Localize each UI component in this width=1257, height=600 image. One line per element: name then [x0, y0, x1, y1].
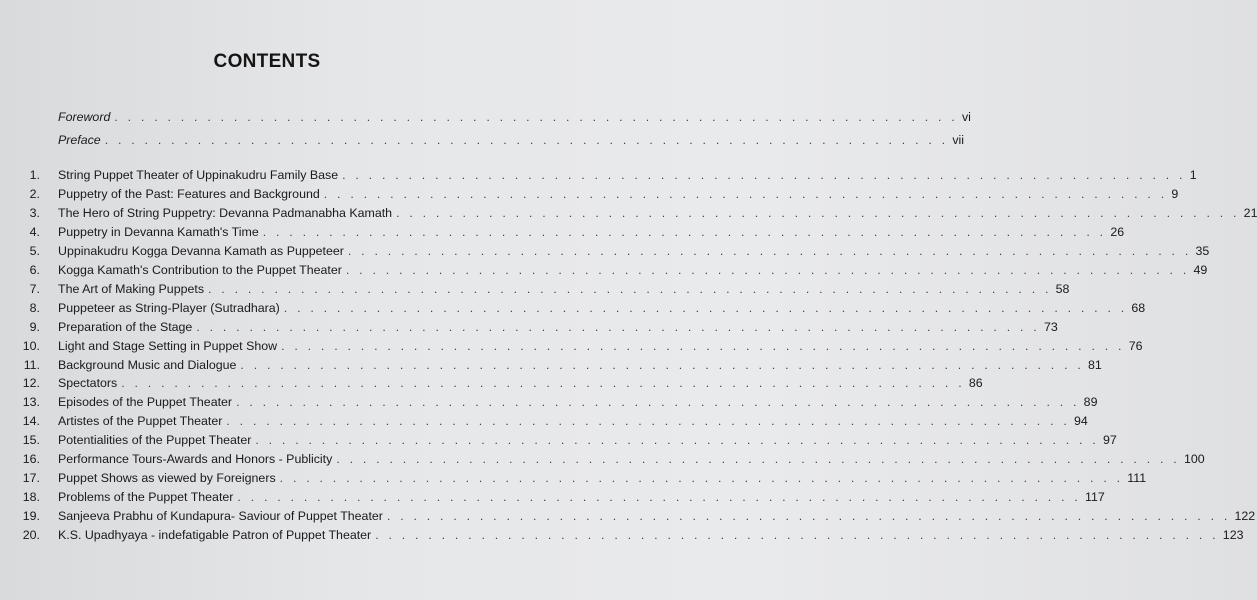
chapter-title: Problems of the Puppet Theater	[58, 490, 234, 504]
page-number: 68	[1131, 301, 1146, 315]
chapter-title: Performance Tours-Awards and Honors - Publicity	[58, 452, 333, 466]
chapter-number: 16.	[22, 452, 40, 466]
front-matter-row	[0, 108, 971, 126]
dot-leader: . . . . . . . . . . . . . . . . . . . . . . . . . . . . . . . . . . . . . . . . . . . . . . . . . . . . . . . . . . . . . . . .	[121, 376, 965, 390]
dot-leader: . . . . . . . . . . . . . . . . . . . . . . . . . . . . . . . . . . . . . . . . . . . . . . . . . . . . . . . . . . . . . . . .	[114, 110, 958, 124]
dot-leader: . . . . . . . . . . . . . . . . . . . . . . . . . . . . . . . . . . . . . . . . . . . . . . . . . . . . . . . . . . . . . . . .	[396, 206, 1240, 220]
toc-row	[0, 488, 1105, 506]
chapter-title: Kogga Kamath's Contribution to the Puppet Theater	[58, 263, 342, 277]
chapter-title: Puppet Shows as viewed by Foreigners	[58, 471, 276, 485]
toc-row	[0, 412, 1088, 430]
chapter-title: K.S. Upadhyaya - indefatigable Patron of Puppet Theater	[58, 528, 372, 542]
dot-leader: . . . . . . . . . . . . . . . . . . . . . . . . . . . . . . . . . . . . . . . . . . . . . . . . . . . . . . . . . . . . . . . .	[262, 225, 1107, 239]
chapter-title: String Puppet Theater of Uppinakudru Family Base	[58, 168, 339, 182]
page-number: 86	[968, 376, 983, 390]
page-number: 89	[1083, 395, 1098, 409]
page-number: 94	[1074, 414, 1088, 428]
page-number: 35	[1195, 244, 1210, 258]
page-number: 117	[1085, 490, 1105, 504]
chapter-number: 19.	[22, 509, 40, 523]
chapter-number: 4.	[29, 225, 40, 239]
page-number: 21	[1243, 206, 1257, 220]
chapter-number: 10.	[22, 339, 40, 353]
chapter-title: The Hero of String Puppetry: Devanna Padmanabha Kamath	[58, 206, 393, 220]
chapter-number: 13.	[22, 395, 40, 409]
page-number: 73	[1043, 320, 1058, 334]
front-matter-label: Foreword	[58, 110, 111, 124]
toc-row	[0, 337, 1143, 355]
chapter-number: 5.	[29, 244, 40, 258]
chapter-number: 3.	[29, 206, 40, 220]
front-matter-label: Preface	[58, 133, 101, 147]
chapter-title: Background Music and Dialogue	[58, 358, 237, 372]
chapter-title: Uppinakudru Kogga Devanna Kamath as Puppeteer	[58, 244, 344, 258]
toc-row	[0, 393, 1098, 411]
chapter-number: 15.	[22, 433, 40, 447]
toc-row	[0, 185, 1179, 203]
toc-row	[0, 431, 1117, 449]
page-number: 49	[1193, 263, 1208, 277]
chapter-number: 20.	[22, 528, 40, 542]
toc-row	[0, 318, 1058, 336]
chapter-title: Puppetry of the Past: Features and Background	[58, 187, 320, 201]
chapter-title: Puppetry in Devanna Kamath's Time	[58, 225, 259, 239]
chapter-number: 6.	[29, 263, 40, 277]
page-number: 26	[1110, 225, 1125, 239]
dot-leader: . . . . . . . . . . . . . . . . . . . . . . . . . . . . . . . . . . . . . . . . . . . . . . . . . . . . . . . . . . . . . . . .	[345, 263, 1190, 277]
dot-leader: . . . . . . . . . . . . . . . . . . . . . . . . . . . . . . . . . . . . . . . . . . . . . . . . . . . . . . . . . . . . . . . .	[279, 471, 1124, 485]
chapter-title: Artistes of the Puppet Theater	[58, 414, 223, 428]
dot-leader: . . . . . . . . . . . . . . . . . . . . . . . . . . . . . . . . . . . . . . . . . . . . . . . . . . . . . . . . . . . . . . . .	[347, 244, 1192, 258]
dot-leader: . . . . . . . . . . . . . . . . . . . . . . . . . . . . . . . . . . . . . . . . . . . . . . . . . . . . . . . . . . . . . . . .	[237, 490, 1082, 504]
toc-row	[0, 261, 1208, 279]
dot-leader: . . . . . . . . . . . . . . . . . . . . . . . . . . . . . . . . . . . . . . . . . . . . . . . . . . . . . . . . . . . . . . . .	[375, 528, 1219, 542]
page-number: 123	[1222, 528, 1244, 542]
page-number: 111	[1127, 471, 1147, 485]
toc-row	[0, 526, 1244, 544]
chapter-number: 17.	[22, 471, 40, 485]
toc-row	[0, 204, 1257, 222]
chapter-number: 7.	[29, 282, 40, 296]
chapter-title: Light and Stage Setting in Puppet Show	[58, 339, 278, 353]
dot-leader: . . . . . . . . . . . . . . . . . . . . . . . . . . . . . . . . . . . . . . . . . . . . . . . . . . . . . . . . . . . . . . . .	[196, 320, 1040, 334]
toc-row	[0, 223, 1125, 241]
chapter-title: The Art of Making Puppets	[58, 282, 205, 296]
page-number: 100	[1183, 452, 1205, 466]
front-matter-row	[0, 131, 965, 149]
dot-leader: . . . . . . . . . . . . . . . . . . . . . . . . . . . . . . . . . . . . . . . . . . . . . . . . . . . . . . . . . . . . . . . .	[104, 133, 949, 147]
page-number: 97	[1102, 433, 1117, 447]
dot-leader: . . . . . . . . . . . . . . . . . . . . . . . . . . . . . . . . . . . . . . . . . . . . . . . . . . . . . . . . . . . . . . . .	[240, 358, 1085, 372]
chapter-number: 18.	[22, 490, 40, 504]
dot-leader: . . . . . . . . . . . . . . . . . . . . . . . . . . . . . . . . . . . . . . . . . . . . . . . . . . . . . . . . . . . . . . . .	[208, 282, 1052, 296]
page-number: 1	[1189, 168, 1197, 182]
toc-row	[0, 356, 1102, 374]
dot-leader: . . . . . . . . . . . . . . . . . . . . . . . . . . . . . . . . . . . . . . . . . . . . . . . . . . . . . . . . . . . . . . . .	[236, 395, 1080, 409]
dot-leader: . . . . . . . . . . . . . . . . . . . . . . . . . . . . . . . . . . . . . . . . . . . . . . . . . . . . . . . . . . . . . . . .	[283, 301, 1128, 315]
chapter-title: Episodes of the Puppet Theater	[58, 395, 233, 409]
chapter-number: 12.	[22, 376, 40, 390]
page-number: 81	[1088, 358, 1102, 372]
toc-row	[0, 374, 983, 392]
chapter-title: Spectators	[58, 376, 118, 390]
toc-row	[0, 166, 1197, 184]
chapter-title: Potentialities of the Puppet Theater	[58, 433, 252, 447]
dot-leader: . . . . . . . . . . . . . . . . . . . . . . . . . . . . . . . . . . . . . . . . . . . . . . . . . . . . . . . . . . . . . . . .	[336, 452, 1180, 466]
toc-row	[0, 242, 1210, 260]
chapter-number: 1.	[29, 168, 40, 182]
page-number: 58	[1055, 282, 1070, 296]
chapter-title: Puppeteer as String-Player (Sutradhara)	[58, 301, 280, 315]
chapter-number: 9.	[29, 320, 40, 334]
toc-row	[0, 507, 1256, 525]
page-title: CONTENTS	[213, 51, 321, 72]
toc-row	[0, 450, 1205, 468]
dot-leader: . . . . . . . . . . . . . . . . . . . . . . . . . . . . . . . . . . . . . . . . . . . . . . . . . . . . . . . . . . . . . . . .	[386, 509, 1231, 523]
dot-leader: . . . . . . . . . . . . . . . . . . . . . . . . . . . . . . . . . . . . . . . . . . . . . . . . . . . . . . . . . . . . . . . .	[323, 187, 1168, 201]
page-number: 122	[1234, 509, 1256, 523]
dot-leader: . . . . . . . . . . . . . . . . . . . . . . . . . . . . . . . . . . . . . . . . . . . . . . . . . . . . . . . . . . . . . . . .	[226, 414, 1070, 428]
chapter-number: 14.	[22, 414, 40, 428]
page-number: vi	[961, 110, 971, 124]
chapter-title: Sanjeeva Prabhu of Kundapura- Saviour of Puppet Theater	[58, 509, 383, 523]
chapter-number: 11.	[23, 358, 40, 372]
toc-row	[0, 280, 1070, 298]
toc-row	[0, 299, 1146, 317]
page-number: 9	[1171, 187, 1179, 201]
chapter-title: Preparation of the Stage	[58, 320, 193, 334]
toc-row	[0, 469, 1147, 487]
dot-leader: . . . . . . . . . . . . . . . . . . . . . . . . . . . . . . . . . . . . . . . . . . . . . . . . . . . . . . . . . . . . . . . .	[281, 339, 1125, 353]
chapter-number: 2.	[29, 187, 40, 201]
dot-leader: . . . . . . . . . . . . . . . . . . . . . . . . . . . . . . . . . . . . . . . . . . . . . . . . . . . . . . . . . . . . . . . .	[342, 168, 1186, 182]
page-number: 76	[1128, 339, 1143, 353]
chapter-number: 8.	[29, 301, 40, 315]
page-number: vii	[952, 133, 965, 147]
dot-leader: . . . . . . . . . . . . . . . . . . . . . . . . . . . . . . . . . . . . . . . . . . . . . . . . . . . . . . . . . . . . . . . .	[255, 433, 1099, 447]
